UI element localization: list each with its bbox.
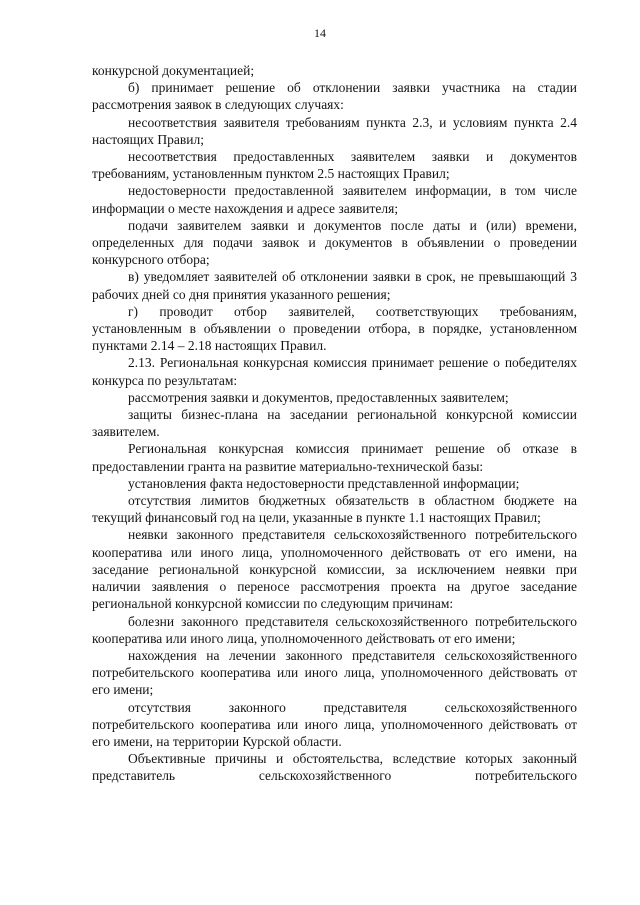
paragraph: болезни законного представителя сельскохозяйственного потребительского кооператива или иного лица, уполномоченного действовать от его имени; bbox=[92, 613, 577, 646]
paragraph: конкурсной документацией; bbox=[92, 63, 255, 78]
paragraph: 2.13. Региональная конкурсная комиссия принимает решение о победителях конкурса по результатам: bbox=[92, 355, 577, 388]
paragraph: установления факта недостоверности представленной информации; bbox=[128, 475, 520, 491]
paragraph: Объективные причины и обстоятельства, вследствие которых законный представитель сельскохозяйственного потребительского bbox=[92, 751, 577, 784]
page-number: 14 bbox=[314, 26, 326, 40]
paragraph: рассмотрения заявки и документов, предоставленных заявителем; bbox=[128, 389, 509, 405]
paragraph: недостоверности предоставленной заявителем информации, в том числе информации о месте нахождения и адресе заявителя; bbox=[92, 183, 577, 216]
paragraph: в) уведомляет заявителей об отклонении заявки в срок, не превышающий 3 рабочих дней со дня принятия указанного решения; bbox=[92, 269, 577, 302]
document-body bbox=[92, 62, 577, 785]
paragraph: подачи заявителем заявки и документов после даты и (или) времени, определенных для подачи заявок и документов в объявлении о проведении конкурсного отбора; bbox=[92, 217, 577, 268]
paragraph: б) принимает решение об отклонении заявки участника на стадии рассмотрения заявок в следующих случаях: bbox=[92, 80, 577, 113]
paragraph: отсутствия законного представителя сельскохозяйственного потребительского кооператива или иного лица, уполномоченного действовать от его имени, на территории Курской области. bbox=[92, 699, 577, 749]
paragraph: Региональная конкурсная комиссия принимает решение об отказе в предоставлении гранта на развитие материально-технической базы: bbox=[92, 441, 577, 474]
paragraph: несоответствия заявителя требованиям пункта 2.3, и условиям пункта 2.4 настоящих Правил; bbox=[92, 114, 577, 147]
paragraph: г) проводит отбор заявителей, соответствующих требованиям, установленным в объявлении о проведении отбора, в порядке, установленном пунктами 2.14 – 2.18 настоящих Правил. bbox=[92, 303, 577, 354]
paragraph: нахождения на лечении законного представителя сельскохозяйственного потребительского кооператива или иного лица, уполномоченного действовать от его имени; bbox=[92, 647, 577, 698]
paragraph: защиты бизнес-плана на заседании региональной конкурсной комиссии заявителем. bbox=[92, 407, 577, 440]
paragraph: несоответствия предоставленных заявителем заявки и документов требованиям, установленным пунктом 2.5 настоящих Правил; bbox=[92, 149, 577, 182]
paragraph: неявки законного представителя сельскохозяйственного потребительского кооператива или иного лица, уполномоченного действовать от его имени, на заседание региональной конкурсной комиссии, за исключением неявки при наличии заявления о переносе рассмотрения проекта на другое заседание региональной конкурсной комиссии по следующим причинам: bbox=[92, 527, 577, 612]
paragraph: отсутствия лимитов бюджетных обязательств в областном бюджете на текущий финансовый год на цели, указанные в пункте 1.1 настоящих Правил; bbox=[92, 493, 577, 526]
